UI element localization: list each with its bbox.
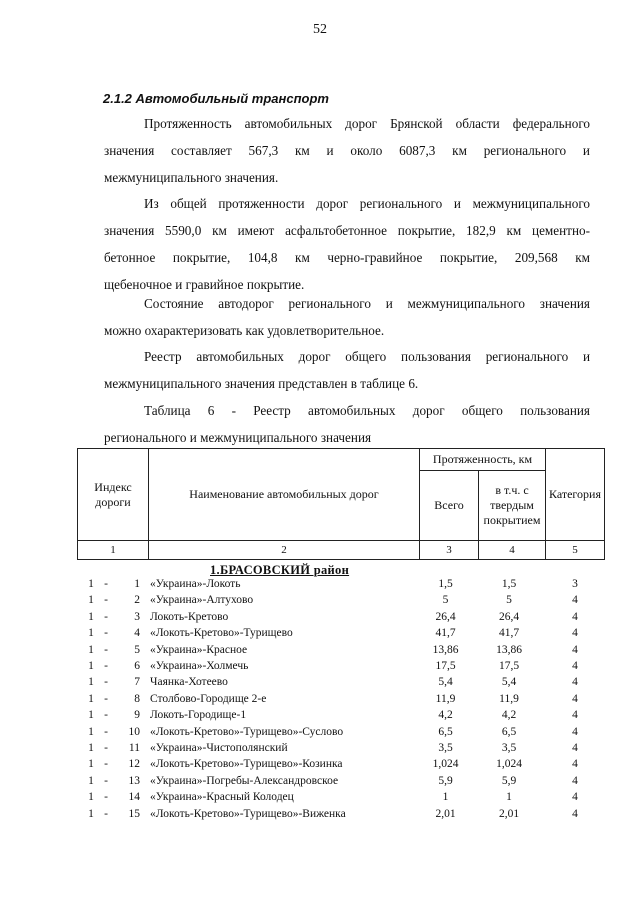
length-total: 3,5 xyxy=(438,742,453,754)
text-line: щебеночное и гравийное покрытие. xyxy=(104,277,305,292)
road-name: «Украина»-Красное xyxy=(150,643,248,656)
index-part: 1 xyxy=(88,676,94,689)
column-number-row xyxy=(78,541,605,560)
road-name: «Локоть-Кретово»-Турищево»-Виженка xyxy=(150,807,346,820)
index-dash: - xyxy=(104,692,108,705)
table-row xyxy=(0,742,640,758)
index-dash: - xyxy=(104,742,108,754)
table-row xyxy=(0,791,640,807)
section-title: 2.1.2 Автомобильный транспорт xyxy=(103,91,329,106)
index-number: 4 xyxy=(134,627,140,640)
road-name: «Украина»-Чистополянский xyxy=(150,742,288,754)
road-category: 4 xyxy=(572,774,578,787)
text-line: регионального и межмуниципального значения xyxy=(104,430,372,445)
table-row xyxy=(0,775,640,791)
length-total: 13,86 xyxy=(432,643,459,656)
index-number: 10 xyxy=(128,725,140,738)
text-line: можно охарактеризовать как удовлетворительное. xyxy=(104,323,385,338)
index-number: 1 xyxy=(134,578,140,590)
road-category: 4 xyxy=(572,742,578,754)
index-part: 1 xyxy=(88,594,94,607)
index-dash: - xyxy=(104,807,108,820)
table-row xyxy=(0,594,640,610)
table-row xyxy=(0,693,640,709)
index-number: 6 xyxy=(134,660,140,672)
table-row xyxy=(0,808,640,824)
text-line: Реестр автомобильных дорог общего пользования регионального и xyxy=(144,349,590,364)
length-hard-surface: 13,86 xyxy=(496,643,522,656)
index-part: 1 xyxy=(88,643,94,656)
length-total: 1,5 xyxy=(438,578,453,590)
length-total: 5,9 xyxy=(438,774,453,787)
table-header xyxy=(77,448,605,560)
paragraph-road-length xyxy=(104,110,590,191)
index-dash: - xyxy=(104,725,108,738)
paragraph-road-condition xyxy=(104,290,590,344)
index-number: 15 xyxy=(128,807,140,820)
text-line: значения составляет 567,3 км и около 6087,3 км регионального и xyxy=(104,143,590,158)
column-number: 2 xyxy=(149,541,420,560)
road-name: «Украина»-Алтухово xyxy=(150,594,254,607)
text-line: Таблица 6 - Реестр автомобильных дорог общего пользования xyxy=(144,403,590,418)
index-part: 1 xyxy=(88,774,94,787)
index-part: 1 xyxy=(88,791,94,804)
index-part: 1 xyxy=(88,660,94,672)
road-category: 4 xyxy=(572,692,578,705)
length-hard-surface: 2,01 xyxy=(498,807,520,820)
length-hard-surface: 4,2 xyxy=(501,709,517,722)
index-part: 1 xyxy=(88,578,94,590)
length-total: 17,5 xyxy=(435,660,456,672)
road-name: Локоть-Городище-1 xyxy=(150,709,247,722)
header-category: Категория xyxy=(546,449,605,541)
header-total: Всего xyxy=(420,471,479,541)
index-dash: - xyxy=(104,709,108,722)
length-hard-surface: 1,5 xyxy=(501,578,517,590)
length-total: 5,4 xyxy=(438,676,453,689)
road-category: 4 xyxy=(572,594,578,607)
index-part: 1 xyxy=(88,627,94,640)
table-row xyxy=(0,611,640,627)
index-number: 2 xyxy=(134,594,140,607)
table-row xyxy=(0,726,640,742)
index-part: 1 xyxy=(88,807,94,820)
length-hard-surface: 3,5 xyxy=(501,742,517,754)
length-hard-surface: 5,9 xyxy=(501,774,517,787)
length-hard-surface: 11,9 xyxy=(499,692,519,705)
length-hard-surface: 26,4 xyxy=(498,610,520,623)
road-category: 4 xyxy=(572,807,578,820)
length-hard-surface: 6,5 xyxy=(501,725,517,738)
index-number: 13 xyxy=(128,774,140,787)
column-number: 1 xyxy=(78,541,149,560)
text-line: значения 5590,0 км имеют асфальтобетонное покрытие, 182,9 км цементно- xyxy=(104,223,590,238)
length-hard-surface: 1 xyxy=(506,791,512,804)
page-number: 52 xyxy=(313,22,327,37)
index-dash: - xyxy=(104,643,108,656)
index-dash: - xyxy=(104,791,108,804)
text-line: межмуниципального значения представлен в таблице 6. xyxy=(104,376,419,391)
road-category: 4 xyxy=(572,676,578,689)
table-caption xyxy=(104,397,590,451)
index-dash: - xyxy=(104,594,108,607)
header-length: Протяженность, км xyxy=(420,449,546,471)
district-name: 1.БРАСОВСКИЙ район xyxy=(210,563,350,577)
column-number: 4 xyxy=(479,541,546,560)
length-hard-surface: 1,024 xyxy=(496,758,522,771)
column-number: 5 xyxy=(546,541,605,560)
road-category: 4 xyxy=(572,643,578,656)
table-row xyxy=(0,660,640,676)
road-name: «Украина»-Погребы-Александровское xyxy=(150,774,339,787)
index-number: 5 xyxy=(134,643,140,656)
text-line: межмуниципального значения. xyxy=(104,170,279,185)
index-number: 14 xyxy=(128,791,140,804)
index-dash: - xyxy=(104,610,108,623)
index-dash: - xyxy=(104,774,108,787)
road-category: 4 xyxy=(572,725,578,738)
length-total: 1,024 xyxy=(432,758,459,771)
length-total: 1 xyxy=(442,791,449,804)
length-hard-surface: 17,5 xyxy=(498,660,520,672)
road-category: 3 xyxy=(572,578,578,590)
road-name: «Локоть-Кретово»-Турищево xyxy=(150,627,293,640)
road-category: 4 xyxy=(572,610,578,623)
paragraph-surface-types xyxy=(104,190,590,298)
table-row xyxy=(0,709,640,725)
index-part: 1 xyxy=(88,725,94,738)
index-number: 12 xyxy=(128,758,140,771)
table-row xyxy=(0,578,640,594)
length-hard-surface: 5,4 xyxy=(501,676,517,689)
text-line: Протяженность автомобильных дорог Брянской области федерального xyxy=(144,116,590,131)
district-heading xyxy=(210,563,349,578)
index-dash: - xyxy=(104,758,108,771)
index-number: 11 xyxy=(128,742,140,754)
table-row xyxy=(0,644,640,660)
index-part: 1 xyxy=(88,742,94,754)
header-hard-surface: в т.ч. с твердым покрытием xyxy=(479,471,546,541)
table-row xyxy=(0,627,640,643)
road-category: 4 xyxy=(572,660,578,672)
index-dash: - xyxy=(104,676,108,689)
header-index: Индекс дороги xyxy=(78,449,149,541)
road-name: «Украина»-Локоть xyxy=(150,578,241,590)
length-total: 41,7 xyxy=(435,627,456,640)
length-hard-surface: 41,7 xyxy=(498,627,520,640)
road-name: Чаянка-Хотеево xyxy=(150,676,228,689)
index-number: 8 xyxy=(134,692,140,705)
index-dash: - xyxy=(104,578,108,590)
index-dash: - xyxy=(104,660,108,672)
road-name: «Локоть-Кретово»-Турищево»-Суслово xyxy=(150,725,344,738)
table-row xyxy=(0,676,640,692)
length-total: 26,4 xyxy=(435,610,456,623)
header-name: Наименование автомобильных дорог xyxy=(149,449,420,541)
road-name: «Украина»-Холмечь xyxy=(150,660,249,672)
index-dash: - xyxy=(104,627,108,640)
column-number: 3 xyxy=(420,541,479,560)
length-total: 5 xyxy=(442,594,449,607)
index-part: 1 xyxy=(88,610,94,623)
text-line: бетонное покрытие, 104,8 км черно-гравийное покрытие, 209,568 км xyxy=(104,250,590,265)
road-category: 4 xyxy=(572,791,578,804)
text-line: Из общей протяженности дорог регионального и межмуниципального xyxy=(144,196,590,211)
paragraph-registry xyxy=(104,343,590,397)
road-category: 4 xyxy=(572,709,578,722)
index-part: 1 xyxy=(88,758,94,771)
road-name: Локоть-Кретово xyxy=(150,610,229,623)
index-number: 3 xyxy=(134,610,140,623)
road-name: Столбово-Городище 2-е xyxy=(150,692,267,705)
index-number: 9 xyxy=(134,709,140,722)
length-total: 2,01 xyxy=(435,807,456,820)
road-category: 4 xyxy=(572,627,578,640)
length-total: 6,5 xyxy=(438,725,453,738)
length-hard-surface: 5 xyxy=(506,594,512,607)
index-part: 1 xyxy=(88,709,94,722)
length-total: 4,2 xyxy=(438,709,453,722)
text-line: Состояние автодорог регионального и межмуниципального значения xyxy=(144,296,590,311)
table-row xyxy=(0,758,640,774)
road-category: 4 xyxy=(572,758,578,771)
index-part: 1 xyxy=(88,692,94,705)
index-number: 7 xyxy=(134,676,140,689)
road-name: «Украина»-Красный Колодец xyxy=(150,791,294,804)
road-name: «Локоть-Кретово»-Турищево»-Козинка xyxy=(150,758,343,771)
length-total: 11,9 xyxy=(435,692,456,705)
